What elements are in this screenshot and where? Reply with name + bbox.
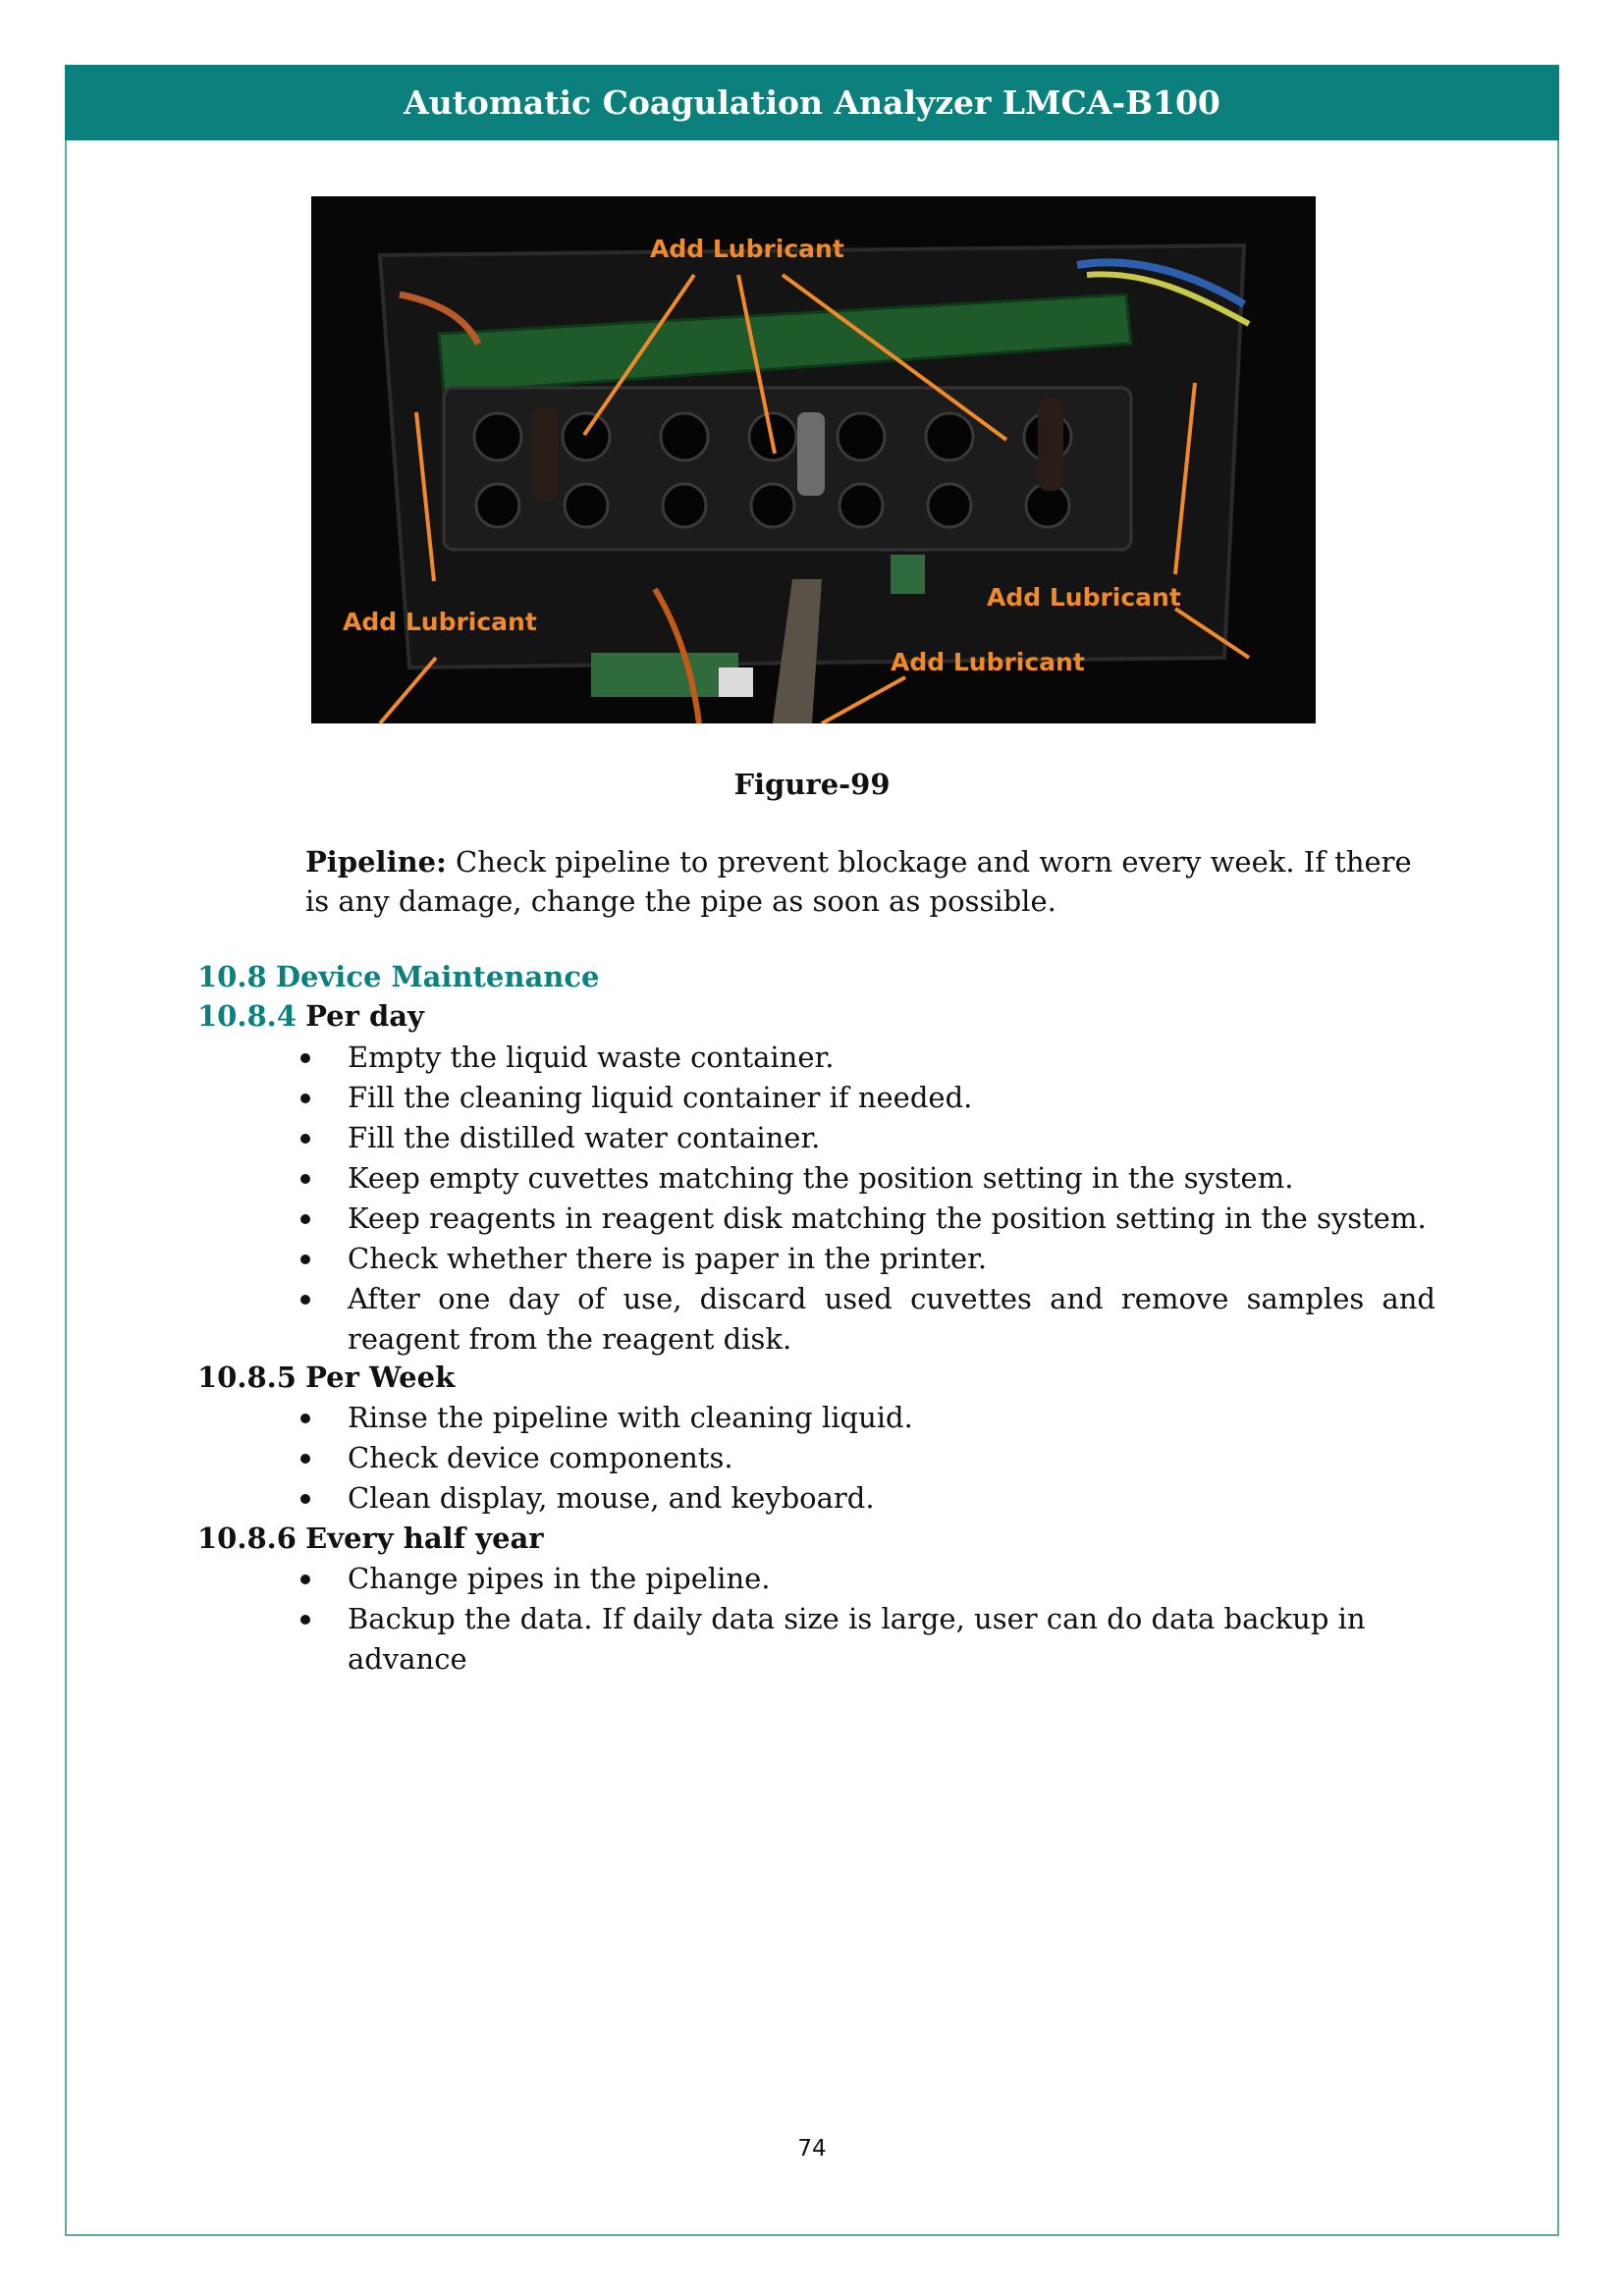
section-title: Device Maintenance <box>275 960 600 993</box>
list-item: Clean display, mouse, and keyboard. <box>297 1478 1435 1519</box>
subsection-title: Every half year <box>305 1522 544 1555</box>
pipeline-label: Pipeline: <box>305 845 447 879</box>
callout-label-right: Add Lubricant <box>987 583 1181 612</box>
page-number: 74 <box>797 2136 827 2162</box>
list-item: Check device components. <box>297 1438 1435 1478</box>
document-title: Automatic Coagulation Analyzer LMCA-B100 <box>404 83 1220 122</box>
figure-caption: Figure-99 <box>733 768 891 801</box>
subsection-heading-half-year <box>197 1519 544 1558</box>
list-item: Backup the data. If daily data size is large, user can do data backup in advance <box>297 1599 1435 1680</box>
callout-label-bottom: Add Lubricant <box>891 648 1085 676</box>
per-week-list <box>297 1398 1435 1519</box>
subsection-title: Per day <box>305 999 424 1033</box>
subsection-title: Per Week <box>305 1361 456 1394</box>
list-item: Rinse the pipeline with cleaning liquid. <box>297 1398 1435 1438</box>
callout-label-left: Add Lubricant <box>343 608 537 636</box>
callout-label-top: Add Lubricant <box>650 235 844 263</box>
list-item: After one day of use, discard used cuvettes and remove samples and reagent from the reagent disk. <box>297 1279 1435 1360</box>
pipeline-text: Check pipeline to prevent blockage and worn every week. If there is any damage, change the pipe as soon as possible. <box>305 845 1412 918</box>
list-item: Change pipes in the pipeline. <box>297 1559 1435 1599</box>
section-heading <box>197 957 599 996</box>
list-item: Check whether there is paper in the printer. <box>297 1239 1435 1279</box>
list-item: Fill the cleaning liquid container if needed. <box>297 1078 1435 1118</box>
list-item: Keep empty cuvettes matching the position setting in the system. <box>297 1158 1435 1199</box>
list-item: Empty the liquid waste container. <box>297 1038 1435 1078</box>
pipeline-paragraph <box>305 842 1435 921</box>
subsection-number: 10.8.4 <box>197 999 297 1033</box>
figure-photo <box>311 196 1316 723</box>
per-day-list <box>297 1038 1435 1360</box>
half-year-list <box>297 1559 1435 1680</box>
list-item: Fill the distilled water container. <box>297 1118 1435 1158</box>
subsection-number: 10.8.6 <box>197 1522 297 1555</box>
device-photo-illustration <box>311 196 1316 723</box>
subsection-heading-per-day <box>197 996 424 1036</box>
subsection-heading-per-week <box>197 1358 455 1397</box>
list-item: Keep reagents in reagent disk matching the position setting in the system. <box>297 1199 1435 1239</box>
subsection-number: 10.8.5 <box>197 1361 297 1394</box>
header-bar <box>65 65 1559 140</box>
section-number: 10.8 <box>197 960 267 993</box>
